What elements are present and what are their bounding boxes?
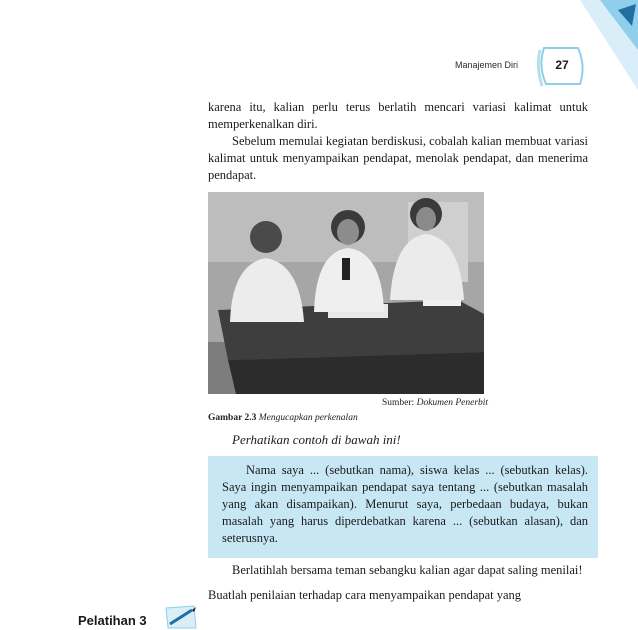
pencil-ruler-icon: [164, 604, 198, 630]
intro-text: [208, 99, 588, 184]
figure-source-value: Dokumen Penerbit: [416, 398, 489, 408]
intro-paragraph-1: karena itu, kalian perlu terus berlatih mencari variasi kalimat untuk memperkenalkan diri.: [208, 100, 588, 131]
classroom-photo: [208, 192, 484, 394]
intro-paragraph-2: Sebelum memulai kegiatan berdiskusi, cobalah kalian membuat variasi kalimat untuk menyampaikan pendapat, menolak pendapat, dan menerima pendapat.: [208, 134, 588, 182]
example-text: Nama saya ... (sebutkan nama), siswa kelas ... (sebutkan kelas). Saya ingin menyampaikan pendapat saya tentang ... (sebutkan masalah yang akan disampaikan). Menurut saya, perbedaan budaya, bukan masalah yang harus diperdebatkan karena ... (sebutkan alasan), dan seterusnya.: [222, 463, 588, 545]
section-title: Manajemen Diri: [454, 60, 518, 70]
figure-source: [382, 398, 488, 408]
figure-caption-text: Mengucapkan perkenalan: [258, 413, 358, 423]
example-box: [208, 456, 598, 558]
figure-caption-label: Gambar 2.3: [208, 413, 257, 423]
figure-source-label: Sumber:: [382, 398, 415, 408]
practice-text: [208, 562, 588, 604]
footer-label: Pelatihan 3: [78, 613, 147, 628]
figure-caption: [208, 413, 358, 423]
practice-paragraph-2: Buatlah penilaian terhadap cara menyampaikan pendapat yang: [208, 588, 522, 602]
page-number: 27: [555, 58, 569, 72]
instruction-text: Perhatikan contoh di bawah ini!: [232, 432, 401, 447]
practice-paragraph-1: Berlatihlah bersama teman sebangku kalian agar dapat saling menilai!: [232, 563, 583, 577]
